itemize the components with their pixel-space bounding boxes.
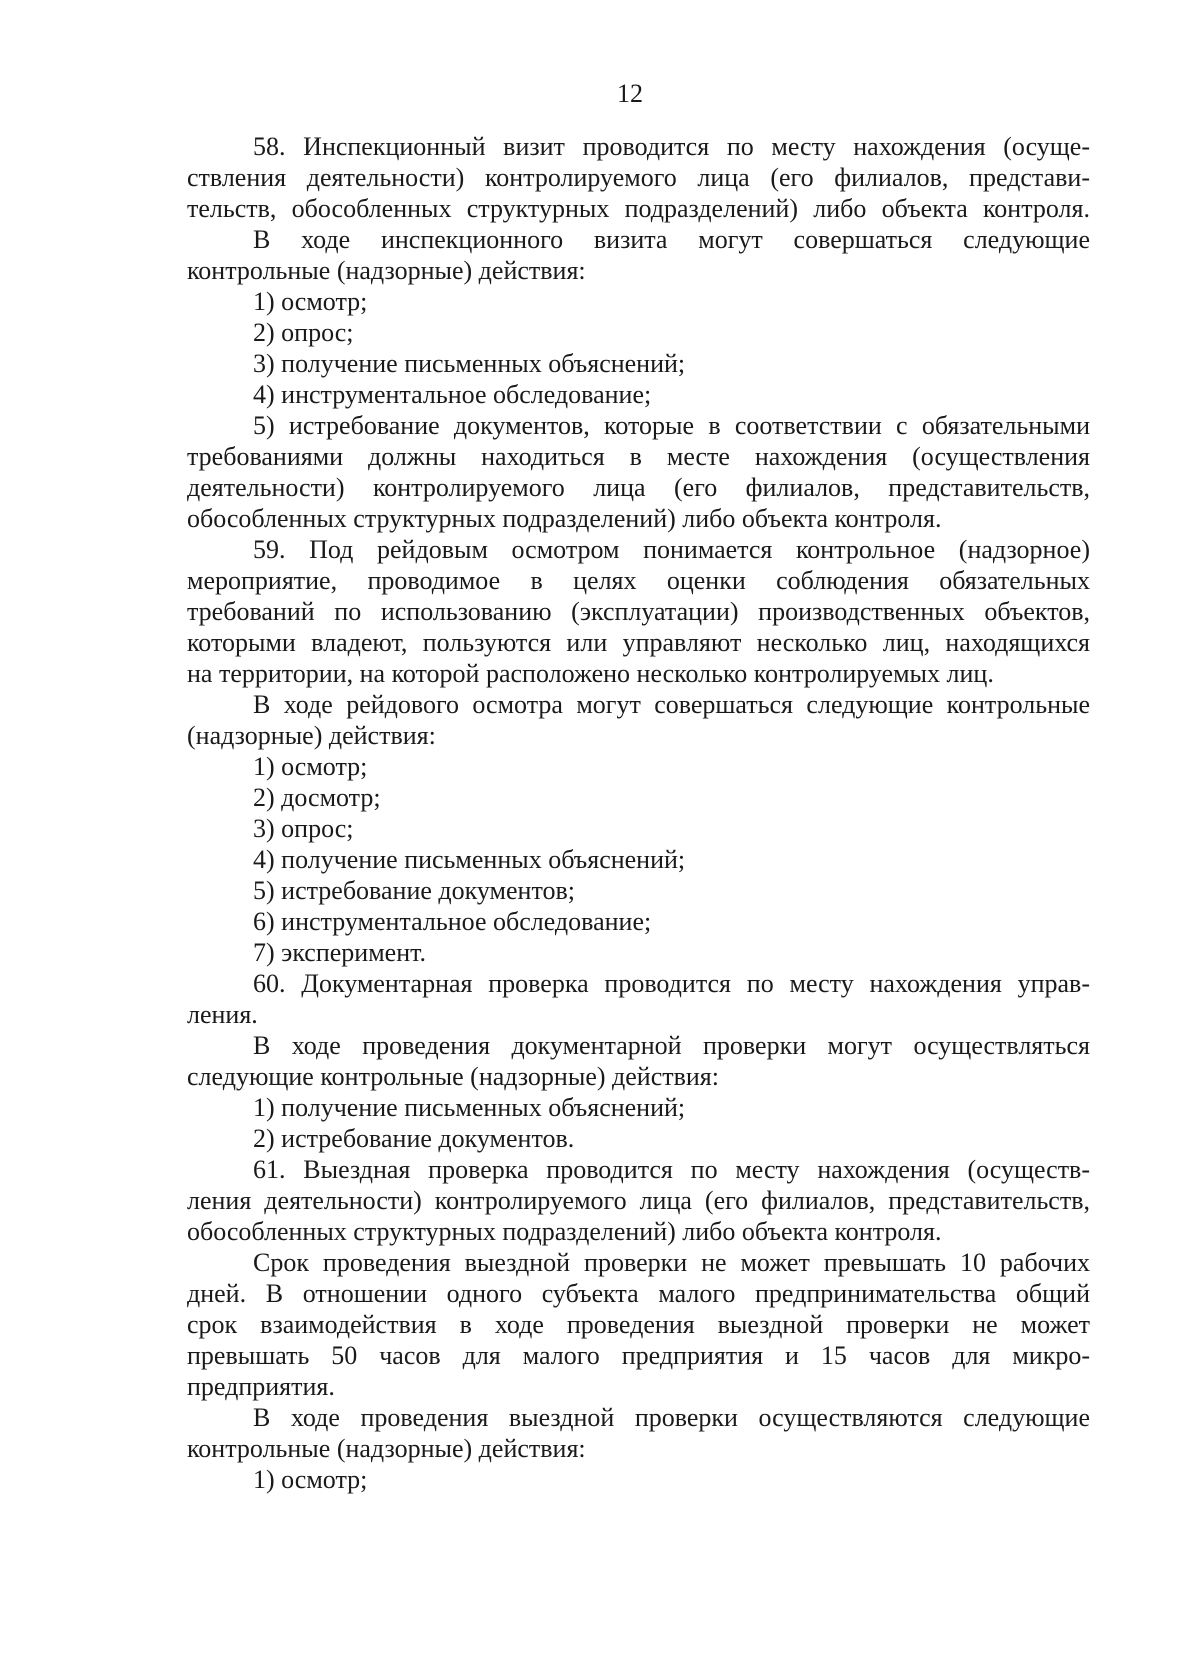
text-line: 4) инструментальное обследование; (253, 380, 652, 409)
text-line: обособленных структурных подразделений) либо объекта контроля. (187, 1217, 942, 1246)
text-line: требованиями должны находиться в месте нахождения (осуществления (187, 442, 1090, 471)
text-line: 5) истребование документов, которые в соответствии с обязательными (253, 411, 1090, 440)
text-line: 1) осмотр; (253, 287, 368, 316)
text-line: контрольные (надзорные) действия: (187, 1434, 586, 1463)
text-line: ствления деятельности) контролируемого лица (его филиалов, представи- (187, 163, 1090, 192)
text-line: 6) инструментальное обследование; (253, 907, 652, 936)
text-line: 3) опрос; (253, 814, 354, 843)
text-line: тельств, обособленных структурных подразделений) либо объекта контроля. (187, 194, 1090, 223)
text-line: 59. Под рейдовым осмотром понимается контрольное (надзорное) (253, 535, 1090, 564)
text-line: 61. Выездная проверка проводится по месту нахождения (осуществ- (253, 1155, 1090, 1184)
text-line: ления деятельности) контролируемого лица (его филиалов, представительств, (187, 1186, 1090, 1215)
text-line: 1) осмотр; (253, 1465, 368, 1494)
text-line: 58. Инспекционный визит проводится по месту нахождения (осуще- (253, 132, 1090, 161)
text-line: контрольные (надзорные) действия: (187, 256, 586, 285)
text-line: 3) получение письменных объяснений; (253, 349, 686, 378)
text-line: деятельности) контролируемого лица (его филиалов, представительств, (187, 473, 1090, 502)
text-line: 4) получение письменных объяснений; (253, 845, 686, 874)
text-line: 1) получение письменных объяснений; (253, 1093, 686, 1122)
text-line: В ходе рейдового осмотра могут совершаться следующие контрольные (253, 690, 1090, 719)
text-line: 2) досмотр; (253, 783, 381, 812)
text-line: предприятия. (187, 1372, 335, 1401)
text-line: мероприятие, проводимое в целях оценки соблюдения обязательных (187, 566, 1090, 595)
text-line: ления. (187, 1000, 258, 1029)
text-line: 5) истребование документов; (253, 876, 575, 905)
text-line: 7) эксперимент. (253, 938, 427, 967)
text-line: (надзорные) действия: (187, 721, 436, 750)
text-line: на территории, на которой расположено несколько контролируемых лиц. (187, 659, 994, 688)
text-line: следующие контрольные (надзорные) действия: (187, 1062, 719, 1091)
text-line: В ходе инспекционного визита могут совершаться следующие (253, 225, 1090, 254)
text-line: обособленных структурных подразделений) либо объекта контроля. (187, 504, 942, 533)
document-body (187, 131, 1090, 1495)
text-line: В ходе проведения выездной проверки осуществляются следующие (253, 1403, 1090, 1432)
text-line: 2) истребование документов. (253, 1124, 575, 1153)
text-line: 2) опрос; (253, 318, 354, 347)
text-line: требований по использованию (эксплуатации) производственных объектов, (187, 597, 1090, 626)
text-line: 60. Документарная проверка проводится по месту нахождения управ- (253, 969, 1090, 998)
text-line: превышать 50 часов для малого предприятия и 15 часов для микро- (187, 1341, 1090, 1370)
text-line: которыми владеют, пользуются или управляют несколько лиц, находящихся (187, 628, 1090, 657)
text-line: 1) осмотр; (253, 752, 368, 781)
text-line: срок взаимодействия в ходе проведения выездной проверки не может (187, 1310, 1090, 1339)
text-line: Срок проведения выездной проверки не может превышать 10 рабочих (253, 1248, 1090, 1277)
page-number: 12 (617, 79, 643, 108)
text-line: дней. В отношении одного субъекта малого предпринимательства общий (187, 1279, 1090, 1308)
text-line: В ходе проведения документарной проверки могут осуществляться (253, 1031, 1090, 1060)
